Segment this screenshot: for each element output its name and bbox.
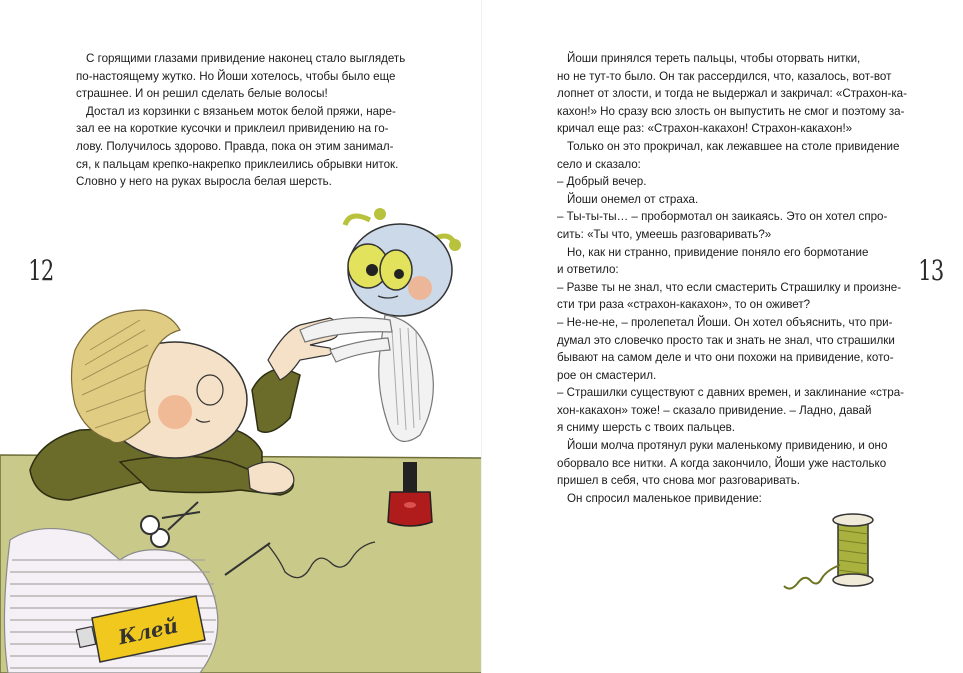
right-page xyxy=(482,0,963,673)
text-line: кахон!» Но сразу всю злость он выпустить не смог и поэтому за- xyxy=(557,104,905,118)
text-line: – Добрый вечер. xyxy=(557,175,647,189)
text-line: Только он это прокричал, как лежавшее на столе привидение xyxy=(567,139,900,153)
text-line: – Разве ты не знал, что если смастерить Страшилку и произне- xyxy=(557,280,902,294)
text-line: Он спросил маленькое привидение: xyxy=(567,491,762,505)
text-line: по-настоящему жутко. Но Йоши хотелось, чтобы было еще xyxy=(76,69,396,83)
text-line: Достал из корзинки с вязаньем моток белой пряжи, наре- xyxy=(86,104,396,118)
glue-tube-label: Клей xyxy=(116,613,180,650)
page-number-right: 13 xyxy=(918,254,944,287)
text-line: но не тут-то было. Он так рассердился, что, казалось, вот-вот xyxy=(557,69,892,83)
text-line: село и сказало: xyxy=(557,157,641,171)
page-number-left: 12 xyxy=(28,254,54,287)
text-line: бывают на самом деле и что они похожи на привидение, кото- xyxy=(557,351,894,365)
text-line: страшнее. И он решил сделать белые волосы! xyxy=(76,87,328,101)
thread-spool-illustration xyxy=(782,500,902,610)
text-line: сти три раза «страхон-какахон», то он оживет? xyxy=(557,298,811,312)
text-line: кричал еще раз: «Страхон-какахон! Страхон-какахон!» xyxy=(557,122,853,136)
ghost-figure xyxy=(300,208,461,441)
text-line: сить: «Ты что, умеешь разговаривать?» xyxy=(557,227,772,241)
text-line: думал это словечко просто так и знать не знал, что страшилки xyxy=(557,333,895,347)
text-line: – Ты-ты-ты… – пробормотал он заикаясь. Это он хотел спро- xyxy=(557,210,888,224)
text-line: Но, как ни странно, привидение поняло его бормотание xyxy=(567,245,869,259)
text-line: лову. Получилось здорово. Правда, пока он этим занимал- xyxy=(76,139,394,153)
left-page-text xyxy=(76,50,405,191)
text-line: Йоши онемел от страха. xyxy=(567,192,699,206)
text-line: ся, к пальцам крепко-накрепко приклеились обрывки ниток. xyxy=(76,157,399,171)
text-line: С горящими глазами привидение наконец стало выглядеть xyxy=(86,52,406,65)
text-line: Йоши принялся тереть пальцы, чтобы оторвать нитки, xyxy=(567,52,861,65)
right-page-text xyxy=(557,50,907,507)
text-line: – Не-не-не, – пролепетал Йоши. Он хотел объяснить, что при- xyxy=(557,315,893,329)
text-line: хон-какахон» тоже! – сказало привидение. – Ладно, давай xyxy=(557,403,872,417)
text-line: и ответило: xyxy=(557,263,619,277)
text-line: Йоши молча протянул руки маленькому привидению, и оно xyxy=(567,439,888,453)
text-line: зал ее на короткие кусочки и приклеил привидению на го- xyxy=(76,122,389,136)
boy-and-ghost-illustration xyxy=(0,200,482,673)
text-line: лопнет от злости, и тогда не выдержал и закричал: «Страхон-ка- xyxy=(557,87,907,101)
text-line: – Страшилки существуют с давних времен, и заклинание «стра- xyxy=(557,386,905,400)
text-line: я сниму шерсть с твоих пальцев. xyxy=(557,421,736,435)
text-line: оборвало все нитки. А когда закончило, Йоши уже настолько xyxy=(557,456,887,470)
text-line: рое он смастерил. xyxy=(557,368,657,382)
text-line: пришел в себя, что снова мог разговаривать. xyxy=(557,474,800,488)
text-line: Словно у него на руках выросла белая шерсть. xyxy=(76,175,332,189)
